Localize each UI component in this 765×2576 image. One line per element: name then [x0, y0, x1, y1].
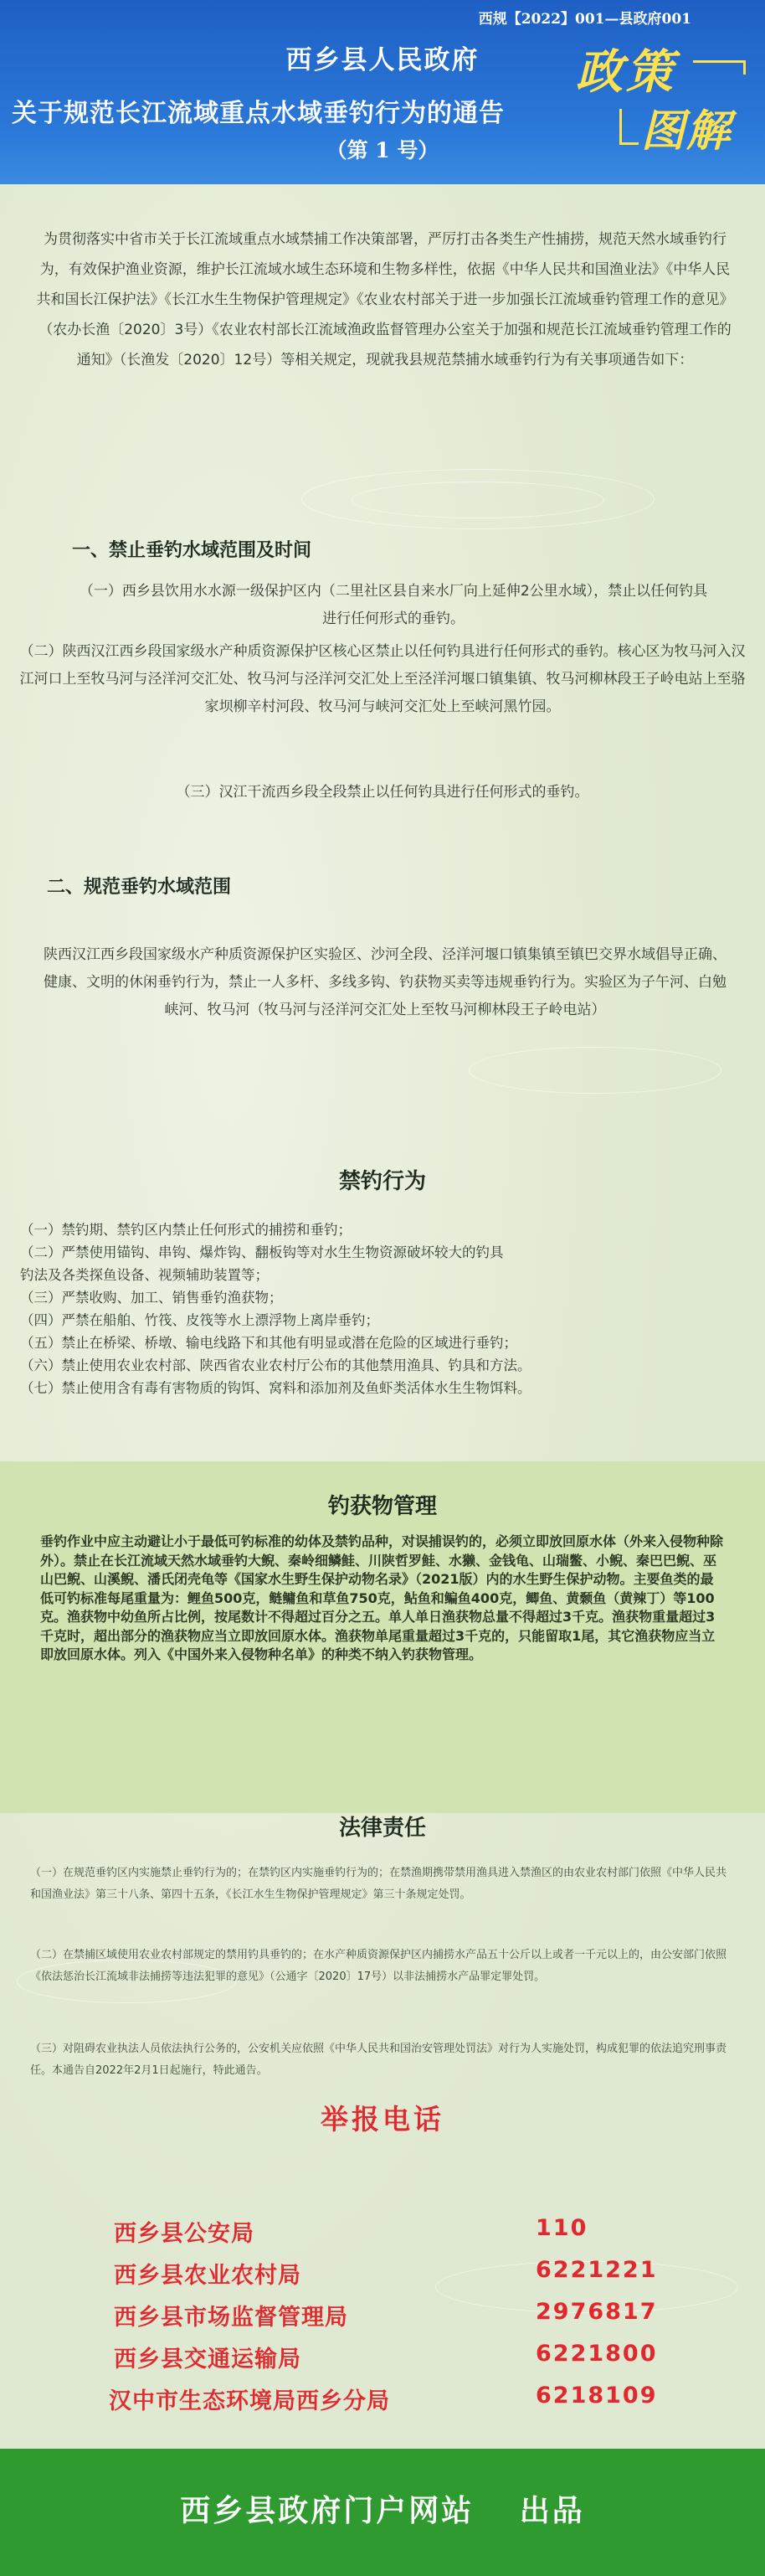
prohibited-item: （二）严禁使用锚钩、串钩、爆炸钩、翻板钩等对水生生物资源破坏较大的钓具 — [20, 1244, 504, 1260]
header-banner — [0, 0, 765, 184]
report-agency-name: 西乡县公安局 — [114, 2221, 254, 2247]
report-phone-number[interactable]: 6218109 — [536, 2383, 658, 2409]
badge-line-2: 图解 — [641, 106, 732, 157]
prohibited-item: （三）严禁收购、加工、销售垂钓渔获物； — [20, 1290, 283, 1306]
section-2-heading: 二、规范垂钓水域范围 — [47, 877, 232, 898]
catch-heading: 钓获物管理 — [327, 1494, 437, 1519]
legal-heading: 法律责任 — [338, 1816, 426, 1841]
ripple-decoration — [352, 482, 604, 518]
report-phone-number[interactable]: 110 — [536, 2215, 588, 2241]
prohibited-item: （一）禁钓期、禁钓区内禁止任何形式的捕捞和垂钓； — [20, 1222, 352, 1238]
legal-paragraph-1: （一）在规范垂钓区内实施禁止垂钓行为的；在禁钓区内实施垂钓行为的；在禁渔期携带禁用渔具进入禁渔区的由农业农村部门依照《中华人民共和国渔业法》第三十八条、第四十五条，《长江水生生物保护管理规定》第三十条规定处罚。 — [30, 1867, 727, 1901]
report-phone-number[interactable]: 6221800 — [536, 2341, 658, 2367]
section-2-text: 陕西汉江西乡段国家级水产种质资源保护区实验区、沙河全段、泾洋河堰口镇集镇至镇巴交界水域倡导正确、健康、文明的休闲垂钓行为，禁止一人多杆、多线多钩、钓获物买卖等违规垂钓行为。实验区为子午河、白勉峡河、牧马河（牧马河与泾洋河交汇处上至牧马河柳林段王子岭电站） — [44, 946, 726, 1018]
badge-bracket-bottom — [619, 109, 639, 145]
notice-title: 关于规范长江流域重点水域垂钓行为的通告 — [12, 99, 505, 128]
legal-paragraph-3: （三）对阻碍农业执法人员依法执行公务的，公安机关应依照《中华人民共和国治安管理处罚法》对行为人实施处罚，构成犯罪的依法追究刑事责任。本通告自2022年2月1日起施行，特此通告。 — [30, 2043, 727, 2077]
policy-illustration-badge — [576, 35, 752, 161]
report-heading: 举报电话 — [321, 2103, 444, 2136]
prohibited-list — [20, 1218, 748, 1399]
government-name: 西乡县人民政府 — [285, 45, 480, 75]
prohibited-item: （六）禁止使用农业农村部、陕西省农业农村厅公布的其他禁用渔具、钓具和方法。 — [20, 1358, 531, 1373]
section-1-heading: 一、禁止垂钓水域范围及时间 — [72, 540, 312, 561]
legal-paragraph-2: （二）在禁捕区域使用农业农村部规定的禁用钓具垂钓的；在水产种质资源保护区内捕捞水产品五十公斤以上或者一千元以上的，由公安部门依照《依法惩治长江流域非法捕捞等违法犯罪的意见》（公通字〔2020〕17号）以非法捕捞水产品罪定罪处罚。 — [30, 1949, 727, 1983]
document-number: 西规【2022】001—县政府001 — [478, 11, 691, 28]
prohibited-item: 钓法及各类探鱼设备、视频辅助装置等； — [20, 1267, 269, 1283]
report-agency-name: 汉中市生态环境局西乡分局 — [109, 2388, 390, 2414]
report-phone-number[interactable]: 6221221 — [536, 2257, 658, 2283]
footer-banner — [0, 2449, 765, 2576]
issue-number: （第 1 号） — [326, 138, 439, 162]
prohibited-item: （四）严禁在船舶、竹筏、皮筏等水上漂浮物上离岸垂钓； — [20, 1312, 379, 1328]
footer-credit: 西乡县政府门户网站 出品 — [180, 2494, 585, 2528]
section-1-item-3: （三）汉江干流西乡段全段禁止以任何钓具进行任何形式的垂钓。 — [176, 784, 589, 801]
report-phone-number[interactable]: 2976817 — [536, 2299, 658, 2325]
report-agency-name: 西乡县农业农村局 — [114, 2263, 301, 2289]
catch-text: 垂钓作业中应主动避让小于最低可钓标准的幼体及禁钓品种，对误捕误钓的，必须立即放回原水体（外来入侵物种除外）。禁止在长江流域天然水域垂钓大鲵、秦岭细鳞鲑、川陕哲罗鲑、水獭、金钱龟、山瑞鳖、小鲵、秦巴巴鲵、巫山巴鲵、山溪鲵、潘氏闭壳龟等《国家水生野生保护动物名录》（2021版）内的水生野生保护动物。主要鱼类的最低可钓标准每尾重量为：鲤鱼500克，鲢鳙鱼和草鱼750克，鲇鱼和鳊鱼400克，鲫鱼、黄颡鱼（黄辣丁）等100克。渔获物中幼鱼所占比例，按尾数计不得超过百分之五。单人单日渔获物总量不得超过3千克。渔获物重量超过3千克时，超出部分的渔获物应当立即放回原水体。渔获物单尾重量超过3千克的，只能留取1尾，其它渔获物应当立即放回原水体。列入《中国外来入侵物种名单》的种类不纳入钓获物管理。 — [40, 1533, 724, 1662]
prohibited-heading: 禁钓行为 — [338, 1169, 426, 1194]
ripple-decoration — [469, 1047, 721, 1094]
report-agency-name: 西乡县交通运输局 — [114, 2347, 301, 2372]
section-1-item-2: （二）陕西汉江西乡段国家级水产种质资源保护区核心区禁止以任何钓具进行任何形式的垂钓。核心区为牧马河入汉江河口上至牧马河与泾洋河交汇处、牧马河与泾洋河交汇处上至泾洋河堰口镇集镇、牧马河柳林段王子岭电站上至骆家坝柳辛村河段、牧马河与峡河交汇处上至峡河黑竹园。 — [19, 643, 746, 715]
report-agency-name: 西乡县市场监督管理局 — [114, 2305, 348, 2331]
prohibited-item: （五）禁止在桥梁、桥墩、输电线路下和其他有明显或潜在危险的区域进行垂钓； — [20, 1335, 517, 1351]
prohibited-item: （七）禁止使用含有毒有害物质的钩饵、窝料和添加剂及鱼虾类活体水生生物饵料。 — [20, 1380, 531, 1396]
section-1-item-1: （一）西乡县饮用水水源一级保护区内（二里社区县自来水厂向上延伸2公里水域），禁止以任何钓具进行任何形式的垂钓。 — [79, 583, 708, 627]
badge-line-1: 政策 — [576, 44, 676, 100]
badge-bracket-top — [693, 60, 746, 75]
intro-paragraph: 为贯彻落实中省市关于长江流域重点水域禁捕工作决策部署，严厉打击各类生产性捕捞，规范天然水域垂钓行为，有效保护渔业资源，维护长江流域水域生态环境和生物多样性，依据《中华人民共和国渔业法》《中华人民共和国长江保护法》《长江水生生物保护管理规定》《农业农村部关于进一步加强长江流域垂钓管理工作的意见》（农办长渔〔2020〕3号）《农业农村部长江流域渔政监督管理办公室关于加强和规范长江流域垂钓管理工作的通知》（长渔发〔2020〕12号）等相关规定，现就我县规范禁捕水域垂钓行为有关事项通告如下： — [36, 231, 734, 368]
